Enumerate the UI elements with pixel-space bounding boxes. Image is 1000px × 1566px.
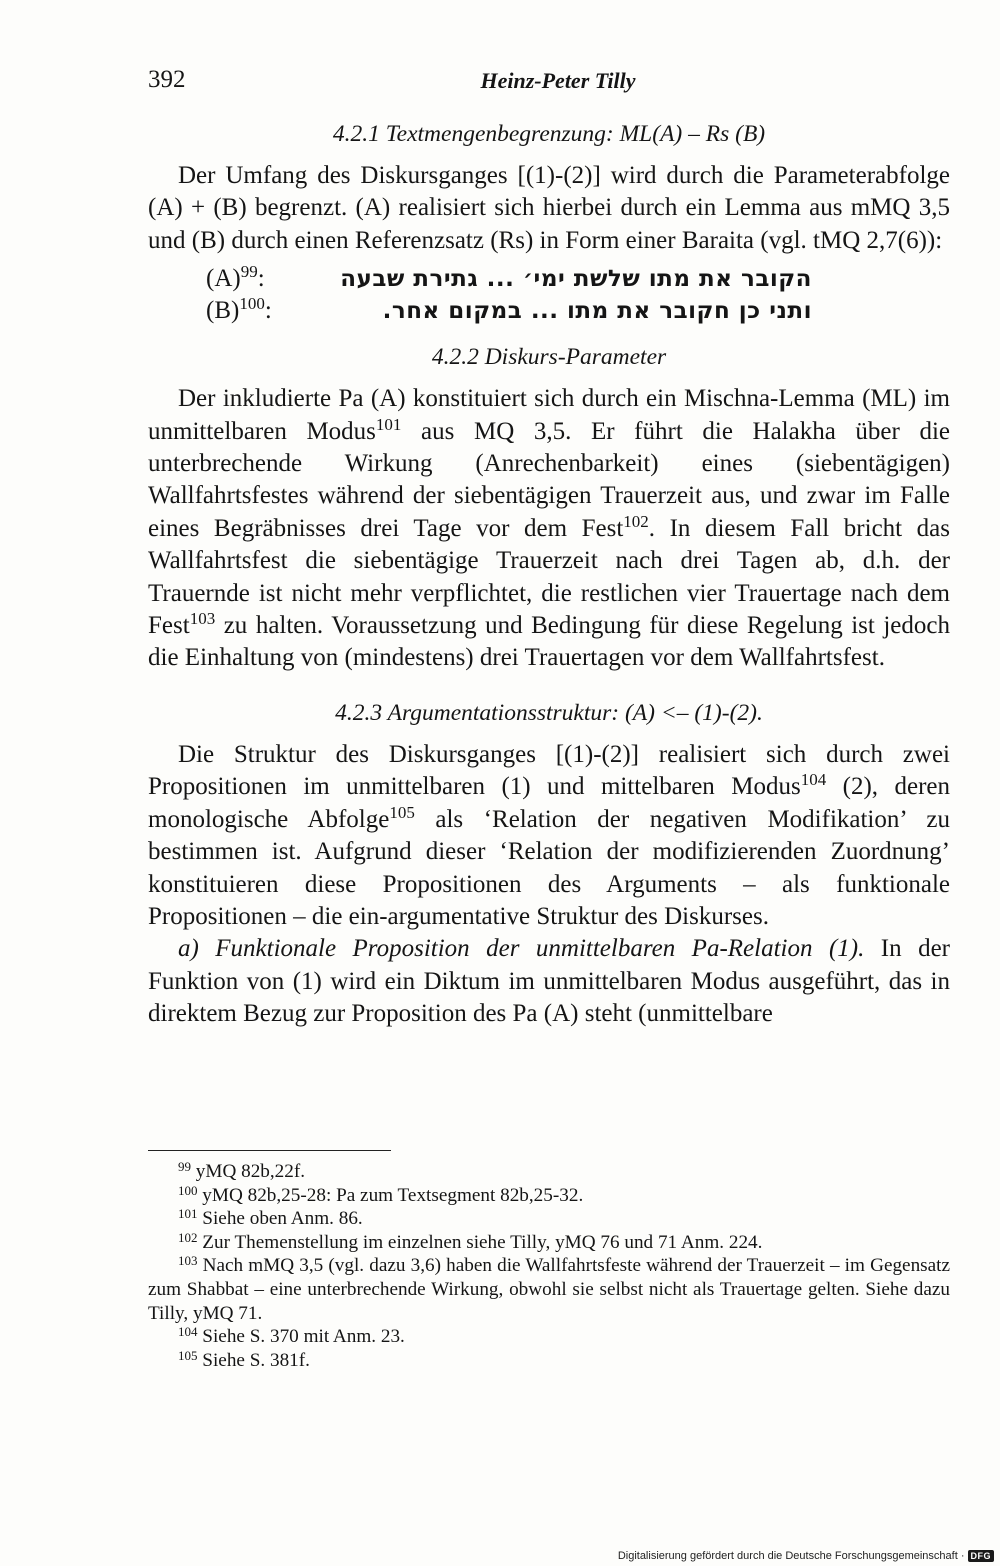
footnote-100: $^{100}$ yMQ 82b,25-28: Pa zum Textsegment 82b,25-32. bbox=[178, 1182, 584, 1206]
footnote-105: $^{105}$ Siehe S. 381f. bbox=[178, 1347, 310, 1371]
hebrew-text-b: ותני כן חקובר את מתו ... במקום אחר. bbox=[382, 298, 812, 325]
footnote-101: $^{101}$ Siehe oben Anm. 86. bbox=[178, 1206, 363, 1230]
footnotes bbox=[148, 1160, 950, 1372]
paragraph-4-2-3-a: a) Funktionale Proposition der unmittelbaren Pa-Relation (1). In der Funktion von (1) wird ein Diktum im unmittelbaren Modus ausgeführt, das in direktem Bezug zur Proposition des Pa (A) steht (unmittelbare bbox=[148, 935, 950, 1028]
hebrew-text-a: הקובר את מתו שלשת ימי׳ ... גתירת שבעה bbox=[340, 266, 812, 293]
hebrew-line-a bbox=[148, 263, 950, 295]
hebrew-line-b bbox=[148, 295, 950, 327]
footnote-103: $^{103}$ Nach mMQ 3,5 (vgl. dazu 3,6) haben die Wallfahrtsfeste während der Trauerzeit – im Gegensatz zum Shabbat – eine unterbrechende Wirkung, obwohl sie selbst nicht als Trauertage gelten. Siehe dazu Tilly, yMQ 71. bbox=[148, 1253, 950, 1324]
footnote-ref-102[interactable]: 102 bbox=[623, 511, 649, 531]
page-header bbox=[148, 66, 948, 98]
footnote-separator bbox=[148, 1150, 391, 1151]
paragraph-4-2-1: Der Umfang des Diskursganges [(1)-(2)] wird durch die Parameterabfolge (A) + (B) begrenzt. (A) realisiert sich hierbei durch ein Lemma aus mMQ 3,5 und (B) durch einen Referenzsatz (Rs) in Form einer Baraita (vgl. tMQ 2,7(6)): bbox=[148, 162, 950, 254]
footnote-104: $^{104}$ Siehe S. 370 mit Anm. 23. bbox=[178, 1324, 405, 1348]
hebrew-quotation-block bbox=[148, 263, 950, 327]
footnote-ref-105[interactable]: 105 bbox=[389, 802, 415, 822]
footnote-ref-103[interactable]: 103 bbox=[189, 609, 216, 629]
paragraph-4-2-2: Der inkludierte Pa (A) konstituiert sich durch ein Mischna-Lemma (ML) im unmittelbaren Modus$^{101}$ aus MQ 3,5. Er führt die Halakha über die unterbrechende Wirkung (Anrechenbarkeit) eines (siebentägigen) Wallfahrtsfestes während der siebentägigen Trauerzeit aus, und zwar im Falle eines Begräbnisses drei Tage vor dem Fest$^{102}$. In diesem Fall bricht das Wallfahrtsfest die siebentägige Trauerzeit nach drei Tagen ab, d.h. der Trauernde ist nicht mehr verpflichtet, die restlichen vier Trauertage nach dem Fest$^{103}$ zu halten. Voraussetzung und Bedingung für diese Regelung ist jedoch die Einhaltung von (mindestens) drei Trauertagen vor dem Wallfahrtsfest. bbox=[148, 385, 950, 672]
section-heading-4-2-2: 4.2.2 Diskurs-Parameter bbox=[431, 344, 667, 371]
footnote-99: $^{99}$ yMQ 82b,22f. bbox=[178, 1159, 306, 1182]
hebrew-label-b: $(B)^{100}$: bbox=[206, 294, 272, 325]
footnote-ref-104[interactable]: 104 bbox=[800, 770, 827, 790]
footnote-ref-101[interactable]: 101 bbox=[375, 414, 402, 434]
footnote-102: $^{102}$ Zur Themenstellung im einzelnen siehe Tilly, yMQ 76 und 71 Anm. 224. bbox=[178, 1229, 763, 1253]
running-head: Heinz-Peter Tilly bbox=[480, 68, 636, 93]
dfg-logo-icon: DFG bbox=[968, 1550, 995, 1562]
section-heading-4-2-3: 4.2.3 Argumentationsstruktur: (A) <– (1)-(2). bbox=[335, 699, 763, 726]
footer-text: Digitalisierung gefördert durch die Deutsche Forschungsgemeinschaft · bbox=[617, 1550, 965, 1562]
paragraph-4-2-3: Die Struktur des Diskursganges [(1)-(2)] realisiert sich durch zwei Propositionen im unmittelbaren (1) und mittelbaren Modus$^{104}$ (2), deren monologische Abfolge$^{105}$ als ‘Relation der negativen Modifikation’ zu bestimmen ist. Aufgrund dieser ‘Relation der modifizierenden Zuordnung’ konstituieren diese Propositionen des Arguments – als funktionale Propositionen – die ein-argumentative Struktur des Diskurses. bbox=[148, 740, 950, 930]
page-number: 392 bbox=[148, 66, 186, 93]
section-heading-4-2-1: 4.2.1 Textmengenbegrenzung: ML(A) – Rs (B) bbox=[332, 121, 766, 147]
hebrew-label-a: $(A)^{99}$: bbox=[206, 262, 265, 293]
digitization-footer bbox=[618, 1550, 994, 1562]
main-text bbox=[148, 118, 950, 1031]
